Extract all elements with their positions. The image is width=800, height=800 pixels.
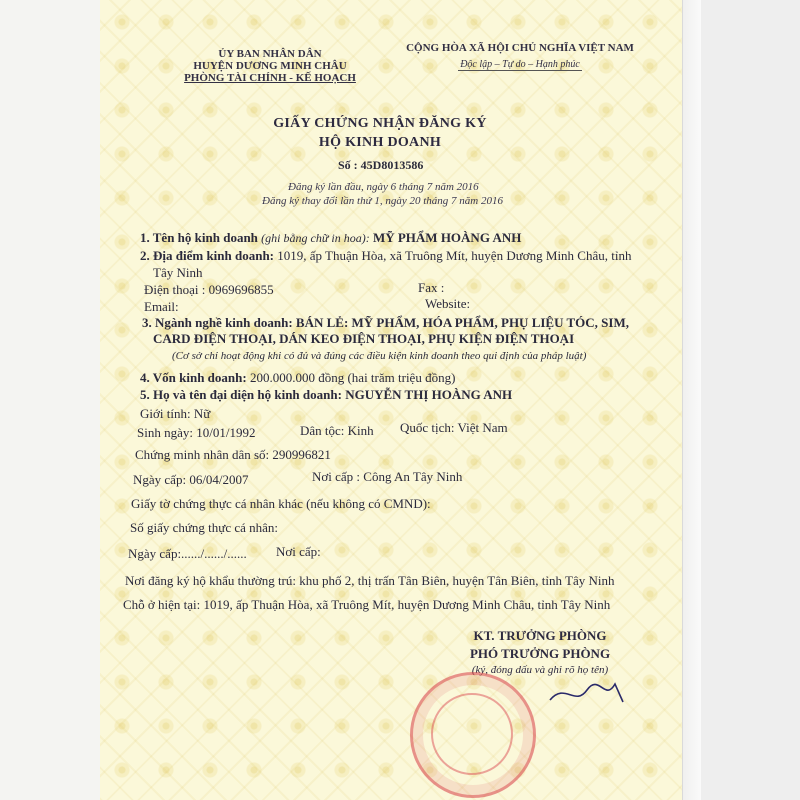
field-address-cont: Tây Ninh bbox=[153, 265, 203, 280]
field-gender bbox=[140, 406, 210, 422]
field-value: 06/04/2007 bbox=[189, 472, 249, 487]
field-value: Việt Nam bbox=[457, 420, 508, 435]
field-value: 290996821 bbox=[272, 447, 331, 462]
field-label: Dân tộc: bbox=[300, 423, 345, 438]
field-value: 200.000.000 đồng (hai trăm triệu đồng) bbox=[249, 370, 456, 385]
field-label: Giới tính: bbox=[140, 406, 191, 421]
field-business-name bbox=[140, 230, 521, 246]
field-fax: Fax : bbox=[418, 280, 445, 295]
seal-inner-ring bbox=[431, 693, 513, 775]
field-other-doc-number: Số giấy chứng thực cá nhân: bbox=[130, 520, 279, 535]
field-label: 5. Họ và tên đại diện hộ kinh doanh: bbox=[140, 387, 342, 402]
signature-title-2: PHÓ TRƯỞNG PHÒNG bbox=[469, 646, 611, 661]
field-website: Website: bbox=[425, 296, 471, 311]
official-seal-icon bbox=[410, 672, 536, 798]
field-representative bbox=[140, 387, 512, 403]
field-value: 0969696855 bbox=[208, 282, 274, 297]
field-label: Điện thoại : bbox=[144, 282, 206, 297]
field-label: Chỗ ở hiện tại: bbox=[123, 597, 201, 612]
field-business-lines bbox=[142, 315, 629, 331]
field-phone bbox=[144, 282, 274, 298]
field-label: 4. Vốn kinh doanh: bbox=[140, 370, 247, 385]
org-line-3: PHÒNG TÀI CHÍNH - KẾ HOẠCH bbox=[184, 72, 356, 84]
field-label: 3. Ngành nghề kinh doanh: bbox=[142, 315, 293, 330]
field-label: Sinh ngày: bbox=[137, 425, 193, 440]
field-value: NGUYỄN THỊ HOÀNG ANH bbox=[345, 387, 513, 402]
field-other-doc: Giấy tờ chứng thực cá nhân khác (nếu không có CMND): bbox=[131, 496, 431, 511]
field-label: Nơi cấp : bbox=[312, 469, 361, 484]
field-other-issue-date: Ngày cấp:....../....../...... bbox=[128, 546, 247, 561]
field-email: Email: bbox=[144, 299, 179, 314]
nation-motto: Độc lập – Tự do – Hạnh phúc bbox=[460, 59, 580, 70]
field-value: 10/01/1992 bbox=[196, 425, 256, 440]
field-label: Quốc tịch: bbox=[400, 420, 455, 435]
field-value: Công An Tây Ninh bbox=[363, 469, 463, 484]
handwritten-signature-icon bbox=[545, 672, 635, 712]
field-value: Nữ bbox=[193, 406, 211, 421]
field-business-address bbox=[140, 248, 631, 264]
field-id-issue-place bbox=[312, 469, 462, 485]
org-line-1: ỦY BAN NHÂN DÂN bbox=[218, 48, 322, 60]
field-nationality bbox=[400, 420, 508, 436]
signature-note: (ký, đóng dấu và ghi rõ họ tên) bbox=[471, 664, 609, 676]
field-ethnicity bbox=[300, 423, 374, 439]
field-id-issue-date bbox=[133, 472, 249, 488]
issuing-authority bbox=[170, 48, 370, 84]
certificate-number: Số : 45D8013586 bbox=[338, 158, 424, 172]
first-registration-date: Đăng ký lần đầu, ngày 6 tháng 7 năm 2016 bbox=[288, 181, 479, 193]
field-birthdate bbox=[137, 425, 255, 441]
field-business-note: (Cơ sở chỉ hoạt động khi có đủ và đúng các điều kiện kinh doanh theo qui định của pháp luật) bbox=[172, 350, 587, 362]
field-capital bbox=[140, 370, 455, 386]
field-value: 1019, ấp Thuận Hòa, xã Truông Mít, huyện Dương Minh Châu, tỉnh bbox=[277, 248, 632, 263]
field-residence bbox=[125, 573, 614, 589]
field-value: MỸ PHẨM HOÀNG ANH bbox=[372, 230, 522, 245]
field-label: 1. Tên hộ kinh doanh bbox=[140, 230, 258, 245]
field-label: Ngày cấp: bbox=[133, 472, 187, 487]
field-value: Kinh bbox=[347, 423, 374, 438]
field-current-address bbox=[123, 597, 610, 613]
underlying-sheet-edge bbox=[682, 0, 701, 800]
field-value: 1019, ấp Thuận Hòa, xã Truông Mít, huyện Dương Minh Châu, tỉnh Tây Ninh bbox=[203, 597, 611, 612]
field-label: Nơi đăng ký hộ khẩu thường trú: bbox=[125, 573, 296, 588]
field-label: 2. Địa điểm kinh doanh: bbox=[140, 248, 275, 263]
org-line-2: HUYỆN DƯƠNG MINH CHÂU bbox=[193, 60, 347, 72]
field-label: Chứng minh nhân dân số: bbox=[135, 447, 270, 462]
field-business-lines-cont: CARD ĐIỆN THOẠI, DÁN KEO ĐIỆN THOẠI, PHỤ KIỆN ĐIỆN THOẠI bbox=[153, 331, 575, 346]
signature-title-1: KT. TRƯỞNG PHÒNG bbox=[473, 628, 607, 643]
change-registration-date: Đăng ký thay đổi lần thứ 1, ngày 20 tháng 7 năm 2016 bbox=[262, 195, 503, 207]
field-other-issue-place: Nơi cấp: bbox=[276, 544, 321, 559]
national-motto bbox=[400, 42, 640, 72]
field-hint: (ghi bằng chữ in hoa): bbox=[261, 231, 370, 245]
field-id-number bbox=[135, 447, 331, 463]
field-value: BÁN LẺ: MỸ PHẨM, HÓA PHẨM, PHỤ LIỆU TÓC, SIM, bbox=[295, 315, 629, 330]
document-subtitle: HỘ KINH DOANH bbox=[318, 135, 442, 150]
document-title: GIẤY CHỨNG NHẬN ĐĂNG KÝ bbox=[273, 116, 487, 131]
nation-name: CỘNG HÒA XÃ HỘI CHỦ NGHĨA VIỆT NAM bbox=[406, 42, 634, 54]
field-value: khu phố 2, thị trấn Tân Biên, huyện Tân Biên, tỉnh Tây Ninh bbox=[299, 573, 615, 588]
